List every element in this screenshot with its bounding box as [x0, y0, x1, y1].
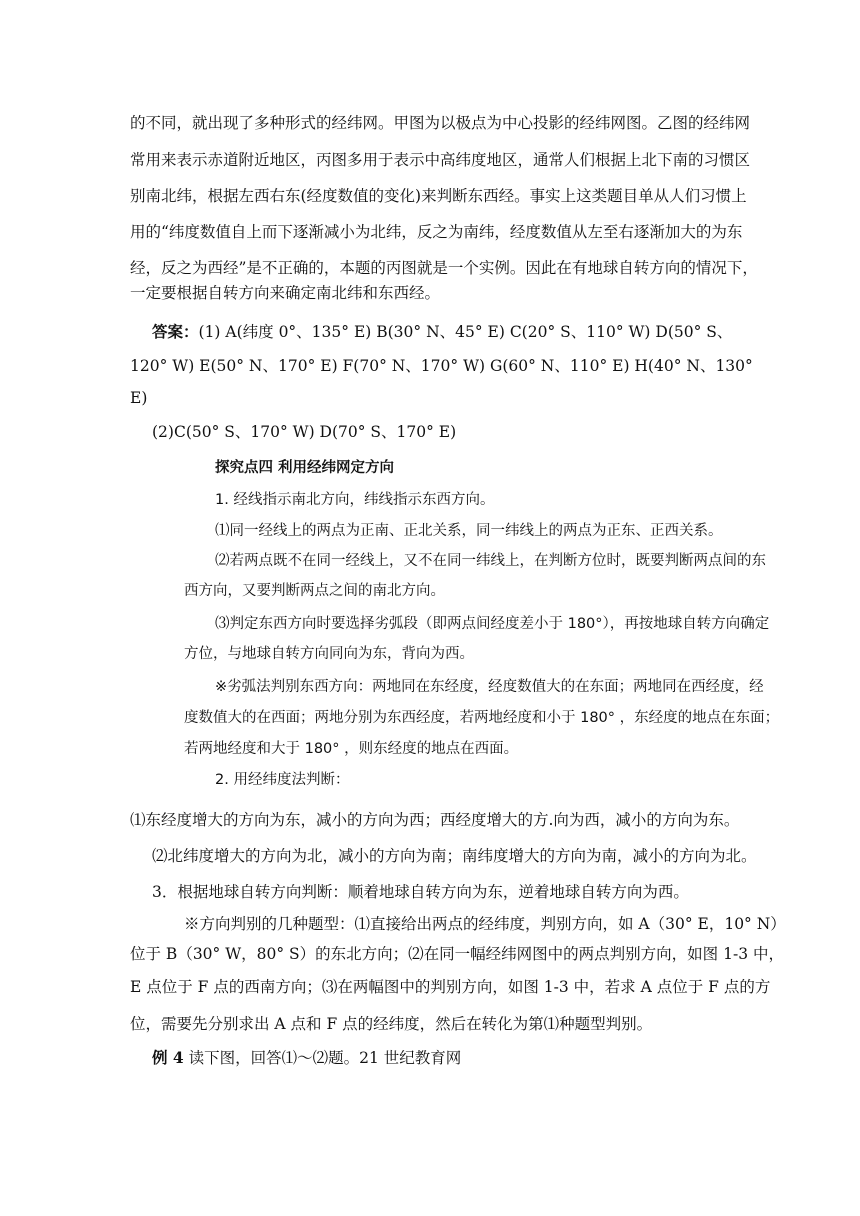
example-text: 读下图，回答⑴～⑵题。21 世纪教育网: [183, 1049, 462, 1067]
answer-line: E): [130, 389, 148, 407]
list-item: ⑶判定东西方向时要选择劣弧段（即两点间经度差小于 180°），再按地球自转方向确定: [215, 616, 770, 632]
section-title: 探究点四 利用经纬网定方向: [215, 460, 395, 476]
paragraph-line: 别南北纬，根据左西右东(经度数值的变化)来判断东西经。事实上这类题目单从人们习惯上: [130, 187, 747, 205]
answer-line: [152, 322, 732, 342]
paragraph-line: 常用来表示赤道附近地区，丙图多用于表示中高纬度地区，通常人们根据上北下南的习惯区: [130, 151, 751, 169]
types-line: 位，需要先分别求出 A 点和 F 点的经纬度，然后在转化为第⑴种题型判别。: [130, 1015, 653, 1033]
example-line: [152, 1048, 461, 1068]
list-item: 方位，与地球自转方向同向为东，背向为西。: [184, 646, 474, 662]
answer-line: (2)C(50° S、170° W) D(70° S、170° E): [152, 423, 457, 441]
list-item: ⑵若两点既不在同一经线上，又不在同一纬线上，在判断方位时，既要判断两点间的东: [215, 553, 766, 569]
list-item: 西方向，又要判断两点之间的南北方向。: [184, 583, 445, 599]
types-line: E 点位于 F 点的西南方向；⑶在两幅图中的判别方向，如图 1-3 中，若求 A 点位于 F 点的方: [130, 978, 771, 996]
paragraph-line: 一定要根据自转方向来确定南北纬和东西经。: [130, 284, 441, 302]
list-item: 3．根据地球自转方向判断：顺着地球自转方向为东，逆着地球自转方向为西。: [152, 883, 689, 901]
list-item: ⑴同一经线上的两点为正南、正北关系，同一纬线上的两点为正东、正西关系。: [215, 523, 723, 539]
note-line: 若两地经度和大于 180° ，则东经度的地点在西面。: [184, 741, 519, 757]
types-line: 位于 B（30° W，80° S）的东北方向；⑵在同一幅经纬网图中的两点判别方向，如图 1-3 中，: [130, 945, 784, 963]
note-line: 度数值大的在西面；两地分别为东西经度，若两地经度和小于 180° ，东经度的地点在东面；: [184, 710, 780, 726]
list-item: 1. 经线指示南北方向，纬线指示东西方向。: [215, 492, 495, 508]
paragraph-line: 用的“纬度数值自上而下逐渐减小为北纬，反之为南纬，经度数值从左至右逐渐加大的为东: [130, 223, 743, 241]
note-line: ※劣弧法判别东西方向：两地同在东经度，经度数值大的在东面；两地同在西经度，经: [215, 679, 764, 695]
types-line: ※方向判别的几种题型：⑴直接给出两点的经纬度，判别方向，如 A（30° E，10° N）: [184, 915, 786, 933]
list-item: ⑵北纬度增大的方向为北，减小的方向为南；南纬度增大的方向为南，减小的方向为北。: [152, 847, 757, 865]
paragraph-line: 的不同，就出现了多种形式的经纬网。甲图为以极点为中心投影的经纬网图。乙图的经纬网: [130, 114, 751, 132]
answer-label: 答案：: [152, 322, 199, 341]
list-item: 2. 用经纬度法判断：: [215, 772, 350, 788]
answer-line: 120° W) E(50° N、170° E) F(70° N、170° W) G(60° N、110° E) H(40° N、130°: [130, 357, 753, 375]
example-label: 例 4: [152, 1048, 184, 1067]
paragraph-line: 经，反之为西经”是不正确的，本题的丙图就是一个实例。因此在有地球自转方向的情况下，: [130, 259, 758, 277]
list-item: ⑴东经度增大的方向为东，减小的方向为西；西经度增大的方.向为西，减小的方向为东。: [130, 811, 740, 829]
answer-text: (1) A(纬度 0°、135° E) B(30° N、45° E) C(20° S、110° W) D(50° S、: [198, 323, 733, 341]
